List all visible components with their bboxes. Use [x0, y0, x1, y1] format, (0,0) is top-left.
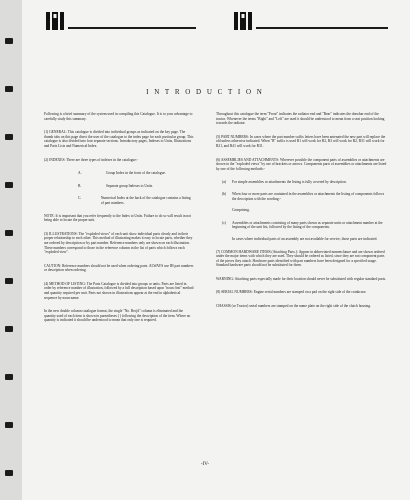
index-item: C. Numerical Index at the back of the catalogue contains a listing of part numbers. — [78, 196, 191, 205]
hardware-paragraph: (7) COMMON HARDWARE ITEMS (Attaching Parts.): Appear in abbreviated nomenclature and are shown ordered under the major items with which they are used. They should be ordered as listed, since they are not component parts of the pieces they attach. Hardware parts identified with part numbers have been designed for a specified usage. Standard hardware parts should not be substituted for them. — [216, 249, 385, 268]
assemblies-paragraph: (6) ASSEMBLIES AND ATTACHMENTS: Wherever possible the component parts of assemblies or attachments are shown in the "exploded views" by use of brackets or arrows. Components parts of assemblies or attachments are listed by one of the following methods:- — [216, 157, 387, 171]
part-numbers-paragraph: (5) PART NUMBERS: In cases where the part number suffix letters have been antenated the new part will replace the old unless otherwise indicated. When "R" suffix is used R1 will work for R2, R3 will work for R2, R31 will work for R21, and R41 will work for R31. — [216, 134, 386, 148]
index-item: B. Separate group Indexes to Units. — [78, 183, 154, 188]
binding-hole — [5, 38, 13, 44]
binding-hole — [5, 230, 13, 236]
binding-spine — [0, 0, 22, 500]
method-item: (c) Assemblies or attachments consisting of many parts shown as separate units or attachment number at the beginning of the unit list, followed by the listing of the components. — [222, 220, 383, 230]
binding-hole — [5, 470, 13, 476]
ih-logo-left — [44, 10, 66, 32]
binding-hole — [5, 134, 13, 140]
individual-parts-note: In cases where individual parts of an assembly are not available for service, those parts are indicated. — [232, 236, 378, 241]
intro-paragraph: Following is a brief summary of the system used in compiling this Catalogue. It is to your advantage to carefully study this summary. — [44, 112, 193, 121]
front-rear-paragraph: Throughout this catalogue the term "Front" indicates the radiator end and "Rear" indicates the drawbar end of the tractor. Whenever the terms "Right" and "Left" are used it should be understood to mean from a seat position looking towards the radiator. — [216, 112, 385, 126]
general-paragraph: (1) GENERAL: This catalogue is divided into individual groups as indicated on the key page. The thumb tabs on this page direct the user of the catalogue to the index page for each particular group. This catalogue is also divided into four separate sections. Introductory pages, Indexes to Units, Illustrations and Parts Lists and Numerical Index. — [44, 130, 194, 148]
comprising-label: Comprising. — [232, 208, 250, 213]
indexes-heading: (2) INDEXES: There are three types of indexes in the catalogue:- — [44, 157, 139, 162]
warning-paragraph: WARNING: Attaching parts especially made for their location should never be substituted with regular standard parts. — [216, 276, 387, 281]
page-title: I N T R O D U C T I O N — [146, 88, 264, 96]
binding-hole — [5, 326, 13, 332]
left-column — [44, 112, 194, 332]
binding-hole — [5, 182, 13, 188]
illustrations-paragraph: (3) ILLUSTRATIONS: The "exploded views" of each unit show individual parts clearly and in their proper relationship to each other. This method of illustrating makes it easy to locate parts, whether they are ordered by description or by part number. Reference numbers only are shown on each illustration. These numbers correspond to those in the reference column in the list of parts which follows each "exploded view". — [44, 231, 193, 255]
serial-paragraph: (8) SERIAL NUMBERS: Engine serial numbers are stamped on a pad on the right side of the crankcase. — [216, 290, 367, 295]
method-item: (a) For simple assemblies or attachments the listing is fully covered by description. — [222, 180, 347, 185]
right-column — [216, 112, 388, 318]
columns-paragraph: In the new double column catalogue format, the single "No. Req'd" column is eliminated and the quantity used of each item is shown in parentheses ( ) following the description of the item. Where no quantity is indicated it should be understood to mean that only one is required. — [44, 309, 191, 323]
note-paragraph: NOTE: It is important that you refer frequently to the Index to Units. Failure to do so will result in not being able to locate the proper unit. — [44, 213, 192, 223]
listing-paragraph: (4) METHOD OF LISTING: The Parts Catalogue is divided into groups or units. Parts are listed in order by reference number of illustration, followed by a full description based upon "noun first" method and quantity required per unit. Parts not shown in illustrations appear at the end in alphabetical sequence by noun name. — [44, 281, 194, 300]
binding-hole — [5, 374, 13, 380]
binding-hole — [5, 278, 13, 284]
method-item: (b) When four or more parts are contained in the assemblies or attachments the listing of components follows the description with the wording:- — [221, 191, 385, 201]
header-rule-right — [256, 27, 388, 29]
page-number: -IV- — [200, 462, 210, 467]
header-rule-left — [68, 27, 196, 29]
ih-logo-right — [232, 10, 254, 32]
chassis-paragraph: CHASSIS (or Tractor) serial numbers are stamped on the name plate on the right side of the clutch housing. — [216, 304, 371, 309]
caution-paragraph: CAUTION: Reference numbers should not be used when ordering parts. ALWAYS use IH part numbers or description when ordering. — [44, 263, 194, 273]
binding-hole — [5, 422, 13, 428]
index-item: A. Group Index in the front of the catalogue. — [78, 171, 166, 176]
